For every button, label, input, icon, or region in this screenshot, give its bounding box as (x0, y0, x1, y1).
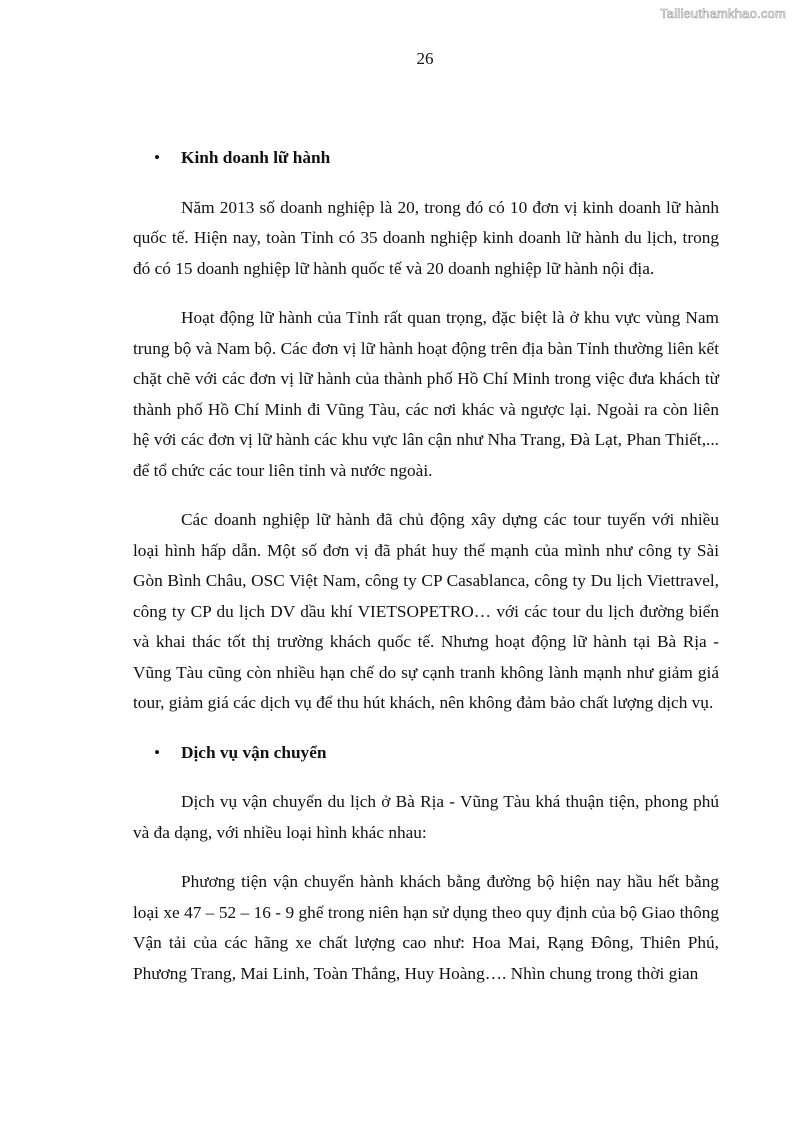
paragraph: Các doanh nghiệp lữ hành đã chủ động xây dựng các tour tuyến với nhiều loại hình hấp dẫn. Một số đơn vị đã phát huy thế mạnh của mình như công ty Sài Gòn Bình Châu, OSC Việt Nam, công ty CP Casablanca, công ty Du lịch Viettravel, công ty CP du lịch DV dầu khí VIETSOPETRO… với các tour du lịch đường biển và khai thác tốt thị trường khách quốc tế. Nhưng hoạt động lữ hành tại Bà Rịa - Vũng Tàu cũng còn nhiều hạn chế do sự cạnh tranh không lành mạnh như giảm giá tour, giảm giá các dịch vụ để thu hút khách, nên không đảm bảo chất lượng dịch vụ. (133, 510, 719, 712)
paragraph: Phương tiện vận chuyển hành khách bằng đường bộ hiện nay hầu hết bằng loại xe 47 – 52 – 16 - 9 ghế trong niên hạn sử dụng theo quy định của bộ Giao thông Vận tải của các hãng xe chất lượng cao như: Hoa Mai, Rạng Đông, Thiên Phú, Phương Trang, Mai Linh, Toàn Thắng, Huy Hoàng…. Nhìn chung trong thời gian (133, 872, 719, 983)
section-heading-text: Dịch vụ vận chuyển (181, 742, 327, 762)
section-heading-text: Kinh doanh lữ hành (181, 148, 331, 167)
paragraph: Hoạt động lữ hành của Tỉnh rất quan trọng, đặc biệt là ở khu vực vùng Nam trung bộ và Nam bộ. Các đơn vị lữ hành hoạt động trên địa bàn Tỉnh thường liên kết chặt chẽ với các đơn vị lữ hành của thành phố Hồ Chí Minh trong việc đưa khách từ thành phố Hồ Chí Minh đi Vũng Tàu, các nơi khác và ngược lại. Ngoài ra còn liên hệ với các đơn vị lữ hành các khu vực lân cận như Nha Trang, Đà Lạt, Phan Thiết,... để tổ chức các tour liên tỉnh và nước ngoài. (133, 308, 719, 480)
paragraph: Dịch vụ vận chuyển du lịch ở Bà Rịa - Vũng Tàu khá thuận tiện, phong phú và đa dạng, với nhiều loại hình khác nhau: (133, 792, 719, 842)
section-heading (133, 143, 719, 174)
section-heading (133, 738, 719, 769)
bullet-icon: • (154, 148, 161, 167)
bullet-icon: • (154, 742, 161, 762)
document-body (133, 143, 719, 989)
watermark: Tailieuthamkhao.com (660, 6, 786, 21)
paragraph: Năm 2013 số doanh nghiệp là 20, trong đó có 10 đơn vị kinh doanh lữ hành quốc tế. Hiện nay, toàn Tỉnh có 35 doanh nghiệp kinh doanh lữ hành du lịch, trong đó có 15 doanh nghiệp lữ hành quốc tế và 20 doanh nghiệp lữ hành nội địa. (133, 197, 719, 278)
page-number: 26 (416, 49, 434, 68)
